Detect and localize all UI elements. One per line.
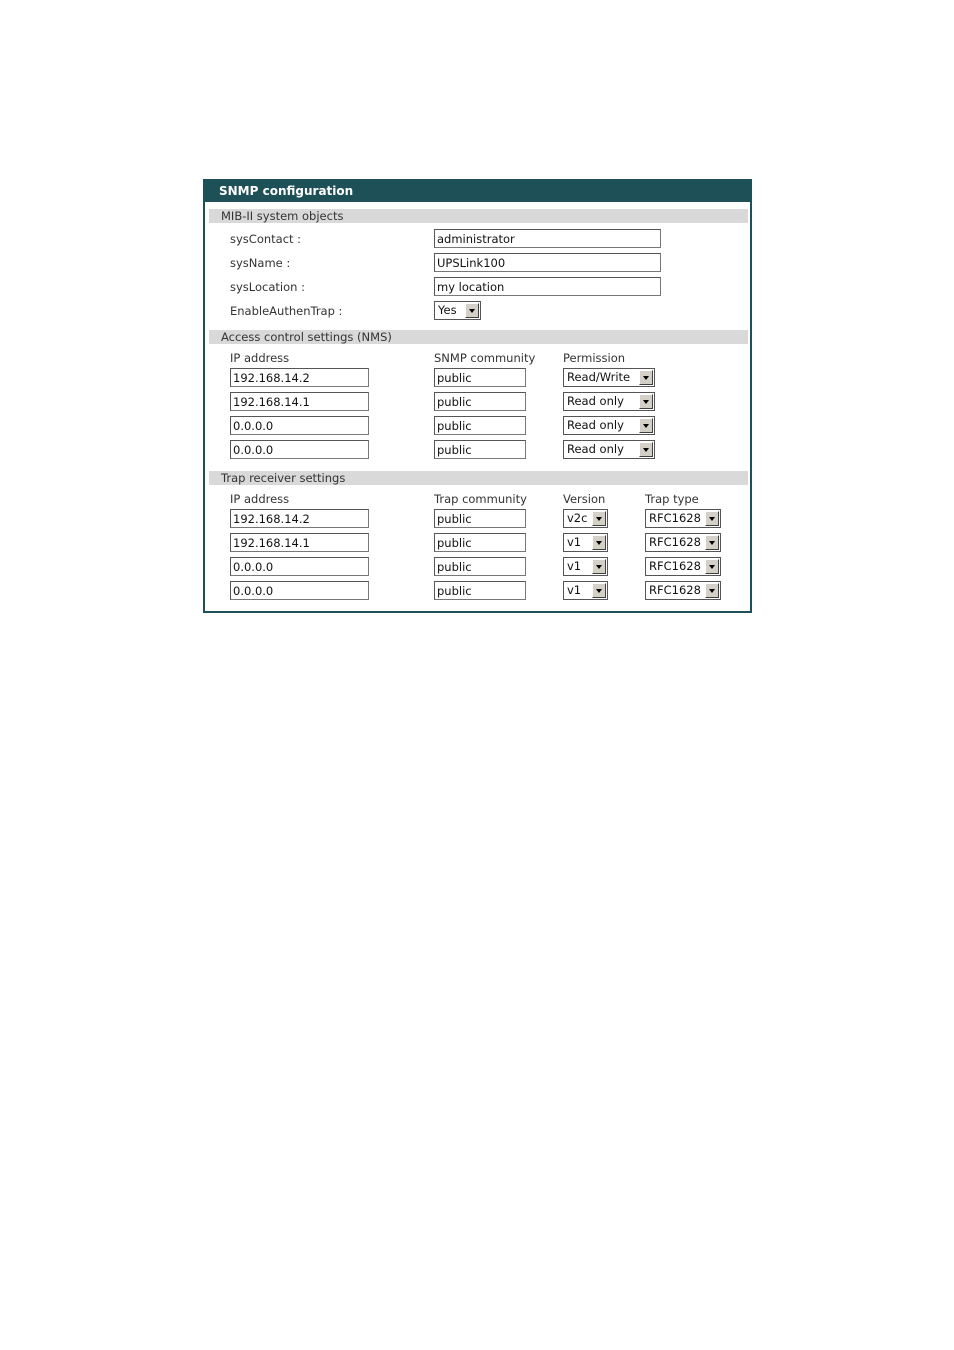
access-ip-input[interactable] xyxy=(230,392,369,411)
trap-ip-input[interactable] xyxy=(230,581,369,600)
chevron-down-icon[interactable] xyxy=(592,559,606,574)
chevron-down-icon[interactable] xyxy=(705,559,719,574)
trap-version-select[interactable] xyxy=(563,533,608,552)
chevron-down-icon[interactable] xyxy=(705,535,719,550)
chevron-down-icon[interactable] xyxy=(639,370,653,385)
syscontact-input[interactable] xyxy=(434,229,661,248)
trap-type-value: RFC1628 xyxy=(649,511,701,525)
syslocation-input[interactable] xyxy=(434,277,661,296)
enableauthentrap-value: Yes xyxy=(438,303,457,317)
trap-type-value: RFC1628 xyxy=(649,535,701,549)
chevron-down-icon[interactable] xyxy=(592,583,606,598)
trap-ip-input[interactable] xyxy=(230,533,369,552)
panel-title: SNMP configuration xyxy=(205,181,750,202)
chevron-down-icon[interactable] xyxy=(465,303,479,318)
trap-version-select[interactable] xyxy=(563,509,608,528)
trap-version-select[interactable] xyxy=(563,557,608,576)
trap-version-value: v1 xyxy=(567,559,582,573)
access-permission-select[interactable] xyxy=(563,392,655,411)
enableauthentrap-select[interactable] xyxy=(434,301,481,320)
trap-col-version: Version xyxy=(563,492,606,506)
chevron-down-icon[interactable] xyxy=(639,442,653,457)
trap-community-input[interactable] xyxy=(434,557,526,576)
trap-community-input[interactable] xyxy=(434,581,526,600)
access-ip-input[interactable] xyxy=(230,416,369,435)
trap-col-community: Trap community xyxy=(434,492,527,506)
trap-type-value: RFC1628 xyxy=(649,583,701,597)
access-permission-select[interactable] xyxy=(563,416,655,435)
chevron-down-icon[interactable] xyxy=(639,418,653,433)
trap-version-select[interactable] xyxy=(563,581,608,600)
access-community-input[interactable] xyxy=(434,368,526,387)
trap-version-value: v1 xyxy=(567,535,582,549)
chevron-down-icon[interactable] xyxy=(592,511,606,526)
access-ip-input[interactable] xyxy=(230,440,369,459)
section-mib-ii: MIB-II system objects xyxy=(209,209,748,223)
trap-community-input[interactable] xyxy=(434,533,526,552)
trap-type-select[interactable] xyxy=(645,533,721,552)
access-permission-value: Read only xyxy=(567,394,624,408)
sysname-input[interactable] xyxy=(434,253,661,272)
trap-community-input[interactable] xyxy=(434,509,526,528)
section-trap-receiver: Trap receiver settings xyxy=(209,471,748,485)
chevron-down-icon[interactable] xyxy=(639,394,653,409)
snmp-config-panel xyxy=(203,179,752,613)
enableauthentrap-label: EnableAuthenTrap : xyxy=(230,304,343,318)
access-permission-select[interactable] xyxy=(563,440,655,459)
sysname-label: sysName : xyxy=(230,256,291,270)
trap-type-select[interactable] xyxy=(645,557,721,576)
access-ip-input[interactable] xyxy=(230,368,369,387)
access-col-permission: Permission xyxy=(563,351,626,365)
access-permission-value: Read/Write xyxy=(567,370,631,384)
access-col-ip: IP address xyxy=(230,351,290,365)
trap-ip-input[interactable] xyxy=(230,557,369,576)
access-community-input[interactable] xyxy=(434,440,526,459)
access-permission-select[interactable] xyxy=(563,368,655,387)
trap-type-value: RFC1628 xyxy=(649,559,701,573)
trap-version-value: v2c xyxy=(567,511,588,525)
trap-ip-input[interactable] xyxy=(230,509,369,528)
access-col-community: SNMP community xyxy=(434,351,536,365)
trap-col-type: Trap type xyxy=(645,492,699,506)
section-access-control: Access control settings (NMS) xyxy=(209,330,748,344)
access-community-input[interactable] xyxy=(434,392,526,411)
trap-col-ip: IP address xyxy=(230,492,290,506)
trap-type-select[interactable] xyxy=(645,581,721,600)
chevron-down-icon[interactable] xyxy=(705,583,719,598)
chevron-down-icon[interactable] xyxy=(592,535,606,550)
access-community-input[interactable] xyxy=(434,416,526,435)
access-permission-value: Read only xyxy=(567,418,624,432)
access-permission-value: Read only xyxy=(567,442,624,456)
chevron-down-icon[interactable] xyxy=(705,511,719,526)
trap-type-select[interactable] xyxy=(645,509,721,528)
syslocation-label: sysLocation : xyxy=(230,280,305,294)
trap-version-value: v1 xyxy=(567,583,582,597)
syscontact-label: sysContact : xyxy=(230,232,302,246)
